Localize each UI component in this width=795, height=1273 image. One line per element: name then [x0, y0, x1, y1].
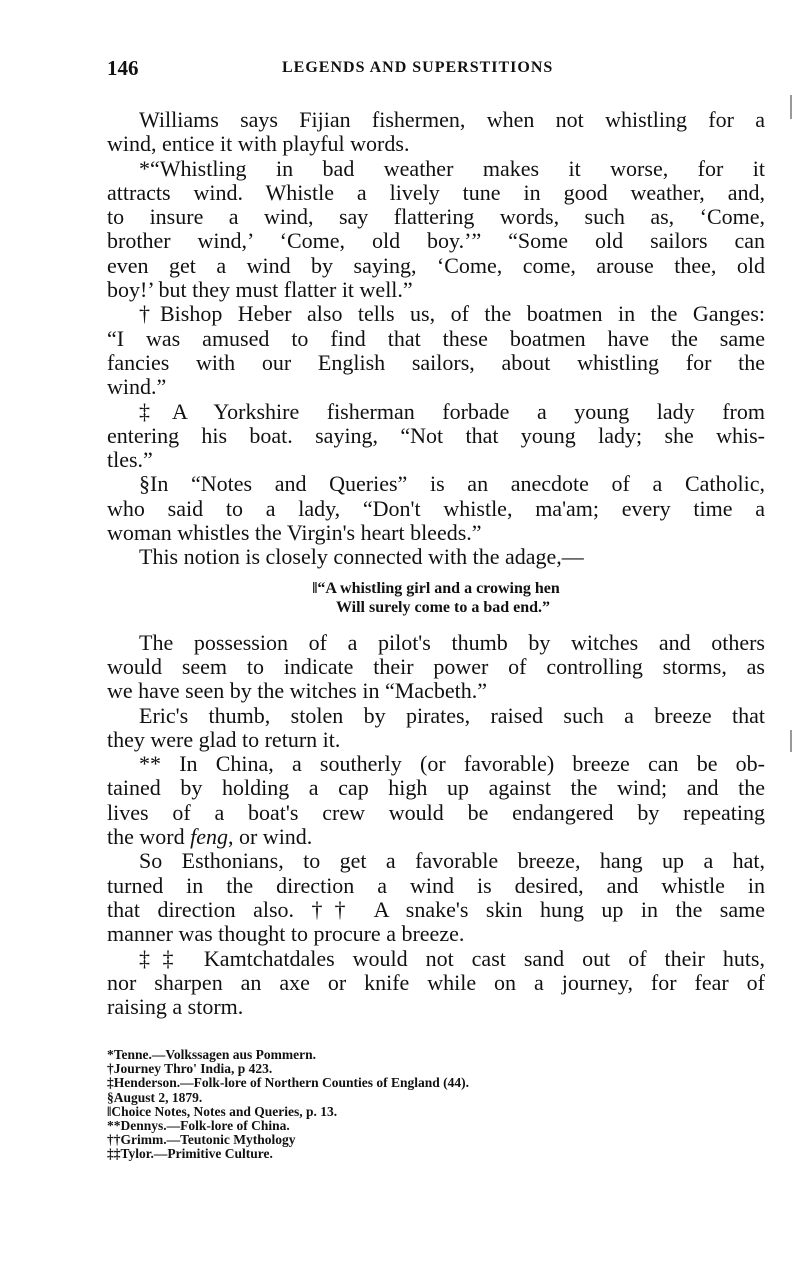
body-text [107, 108, 765, 1019]
text-line: even get a wind by saying, ‘Come, come, arouse thee, old [107, 252, 765, 278]
text-line: manner was thought to procure a breeze. [107, 921, 465, 947]
text-line: raising a storm. [107, 994, 244, 1020]
text-line: So Esthonians, to get a favorable breeze, hang up a hat, [139, 848, 765, 874]
paragraphs-before-verse [107, 108, 765, 570]
text-line: †Bishop Heber also tells us, of the boatmen in the Ganges: [139, 301, 765, 327]
scan-margin-mark [790, 95, 792, 119]
text-line: that direction also. †† A snake's skin hung up in the same [107, 896, 765, 922]
text-line: we have seen by the witches in “Macbeth.” [107, 678, 487, 704]
footnote: †Journey Thro' India, p 423. [107, 1061, 273, 1077]
verse-line: Will surely come to a bad end.” [335, 598, 551, 616]
text-line: attracts wind. Whistle a lively tune in good weather, and, [107, 179, 765, 205]
footnote: ††Grimm.—Teutonic Mythology [107, 1132, 296, 1148]
text-line: would seem to indicate their power of controlling storms, as [107, 653, 765, 679]
footnote: ‡Henderson.—Folk-lore of Northern Counties of England (44). [107, 1075, 470, 1091]
text-line: wind, entice it with playful words. [107, 131, 410, 157]
text-line: “I was amused to find that these boatmen have the same [107, 325, 765, 351]
text-line: The possession of a pilot's thumb by witches and others [139, 629, 765, 655]
text-line: tles.” [107, 447, 153, 473]
text-line: lives of a boat's crew would be endangered by repeating [107, 799, 765, 825]
paragraphs-after-verse [107, 631, 765, 1020]
verse-quote [107, 579, 765, 617]
footnote: *Tenne.—Volkssagen aus Pommern. [107, 1047, 317, 1062]
page-header [107, 56, 765, 80]
text-line: turned in the direction a wind is desired, and whistle in [107, 872, 765, 898]
text-line: This notion is closely connected with the adage,— [139, 544, 584, 570]
text-line: ‡A Yorkshire fisherman forbade a young lady from [139, 398, 765, 424]
page-number: 146 [107, 56, 139, 80]
text-line: entering his boat. saying, “Not that young lady; she whis- [107, 422, 765, 448]
text-line: tained by holding a cap high up against the wind; and the [107, 775, 765, 801]
verse-line: ‖“A whistling girl and a crowing hen [312, 579, 560, 597]
running-title: LEGENDS AND SUPERSTITIONS [282, 59, 554, 76]
text-line: boy!’ but they must flatter it well.” [107, 277, 413, 303]
text-line: Williams says Fijian fishermen, when not whistling for a [139, 107, 765, 132]
footnote: ‖Choice Notes, Notes and Queries, p. 13. [107, 1103, 338, 1119]
text-line: to insure a wind, say flattering words, such as, ‘Come, [107, 204, 765, 230]
text-line: nor sharpen an axe or knife while on a journey, for fear of [107, 969, 765, 995]
text-line: *“Whistling in bad weather makes it worse, for it [139, 155, 765, 181]
text-line: woman whistles the Virgin's heart bleeds.” [107, 520, 482, 546]
text-line: they were glad to return it. [107, 726, 341, 752]
text-line: who said to a lady, “Don't whistle, ma'am; every time a [107, 495, 765, 521]
scan-margin-mark [790, 730, 792, 752]
text-line: §In “Notes and Queries” is an anecdote of a Catholic, [139, 471, 765, 497]
footnote: ‡‡Tylor.—Primitive Culture. [107, 1146, 273, 1162]
text-line: brother wind,’ ‘Come, old boy.’” “Some old sailors can [107, 228, 765, 254]
footnotes [107, 1048, 469, 1162]
footnote: **Dennys.—Folk-lore of China. [107, 1118, 290, 1134]
text-line: fancies with our English sailors, about whistling for the [107, 349, 765, 375]
text-line: ‡‡ Kamtchatdales would not cast sand out of their huts, [139, 945, 765, 971]
text-line: ** In China, a southerly (or favorable) breeze can be ob- [139, 751, 765, 777]
text-line: wind.” [107, 374, 167, 400]
text-line: the word feng, or wind. [107, 824, 313, 850]
footnote: §August 2, 1879. [107, 1089, 203, 1105]
text-line: Eric's thumb, stolen by pirates, raised such a breeze that [139, 702, 765, 728]
